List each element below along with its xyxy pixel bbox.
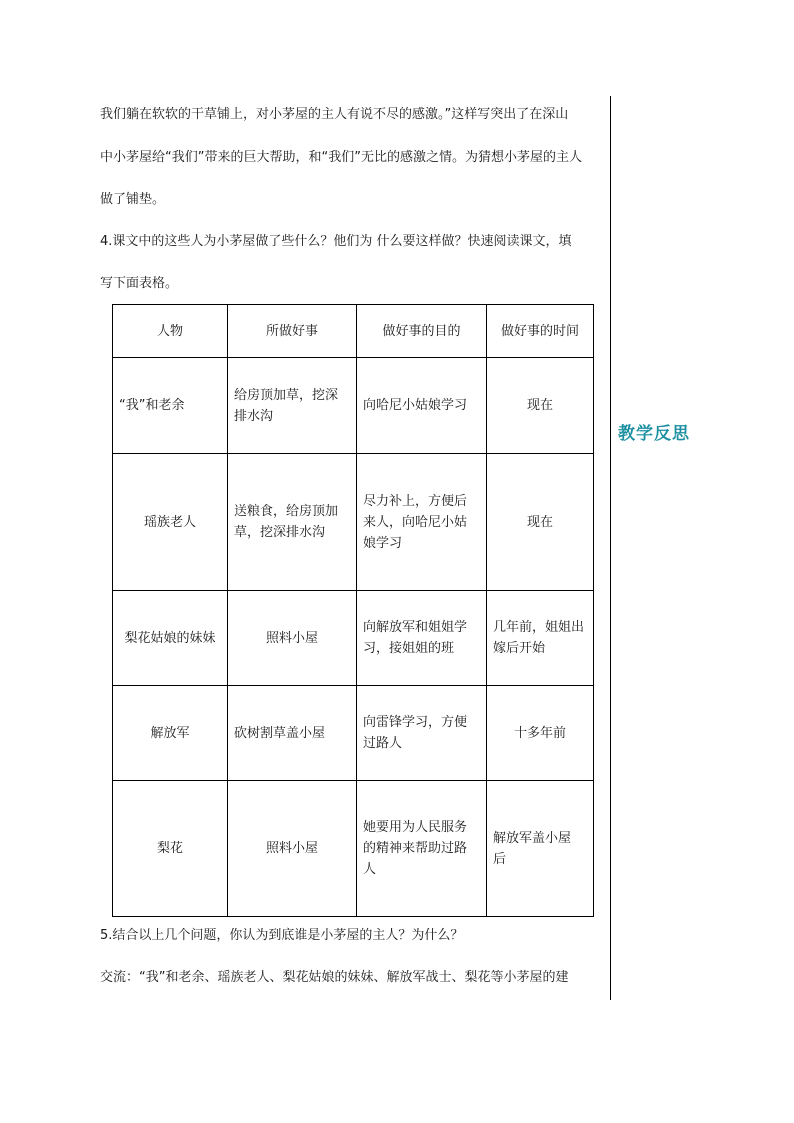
header-cell: 所做好事 xyxy=(228,305,357,358)
table-row xyxy=(113,454,594,591)
good-deeds-table xyxy=(112,304,594,917)
question-4-line: 写下面表格。 xyxy=(100,276,179,291)
table-cell: 现在 xyxy=(487,358,594,454)
table-cell: 梨花姑娘的妹妹 xyxy=(113,591,228,686)
table-row xyxy=(113,358,594,454)
table-cell: 照料小屋 xyxy=(228,781,357,917)
paragraph-line: 我们躺在软软的干草铺上，对小茅屋的主人有说不尽的感激。”这样写突出了在深山 xyxy=(100,107,569,122)
table-cell: 现在 xyxy=(487,454,594,591)
table-cell: 砍树割草盖小屋 xyxy=(228,686,357,781)
question-4-line: 4.课文中的这些人为小茅屋做了些什么？他们为 什么要这样做？快速阅读课文，填 xyxy=(100,234,572,249)
table-cell: 照料小屋 xyxy=(228,591,357,686)
discussion-line: 交流：“我”和老余、瑶族老人、梨花姑娘的妹妹、解放军战士、梨花等小茅屋的建 xyxy=(100,970,569,985)
table-cell: 解放军盖小屋 后 xyxy=(487,781,594,917)
table-cell: 几年前，姐姐出 嫁后开始 xyxy=(487,591,594,686)
header-cell: 做好事的目的 xyxy=(357,305,487,358)
table-cell: 瑶族老人 xyxy=(113,454,228,591)
question-5-line: 5.结合以上几个问题，你认为到底谁是小茅屋的主人？为什么？ xyxy=(100,928,464,943)
table-cell: 送粮食，给房顶加 草，挖深排水沟 xyxy=(228,454,357,591)
table-row xyxy=(113,781,594,917)
margin-divider xyxy=(610,96,611,1000)
paragraph-line: 中小茅屋给“我们”带来的巨大帮助，和“我们”无比的感激之情。为猜想小茅屋的主人 xyxy=(100,150,582,165)
header-cell: 人物 xyxy=(113,305,228,358)
table-row xyxy=(113,591,594,686)
table-cell: 向哈尼小姑娘学习 xyxy=(357,358,487,454)
paragraph-line: 做了铺垫。 xyxy=(100,192,166,207)
table-cell: “我”和老余 xyxy=(113,358,228,454)
table-cell: 尽力补上，方便后 来人，向哈尼小姑 娘学习 xyxy=(357,454,487,591)
table-cell: 向雷锋学习，方便 过路人 xyxy=(357,686,487,781)
table-row xyxy=(113,686,594,781)
table-cell: 梨花 xyxy=(113,781,228,917)
header-cell: 做好事的时间 xyxy=(487,305,594,358)
table-header-row xyxy=(113,305,594,358)
table-cell: 解放军 xyxy=(113,686,228,781)
table-cell: 向解放军和姐姐学 习，接姐姐的班 xyxy=(357,591,487,686)
table-cell: 十多年前 xyxy=(487,686,594,781)
table-cell: 给房顶加草，挖深 排水沟 xyxy=(228,358,357,454)
table-cell: 她要用为人民服务 的精神来帮助过路 人 xyxy=(357,781,487,917)
teaching-reflection-label: 教学反思 xyxy=(618,424,690,444)
